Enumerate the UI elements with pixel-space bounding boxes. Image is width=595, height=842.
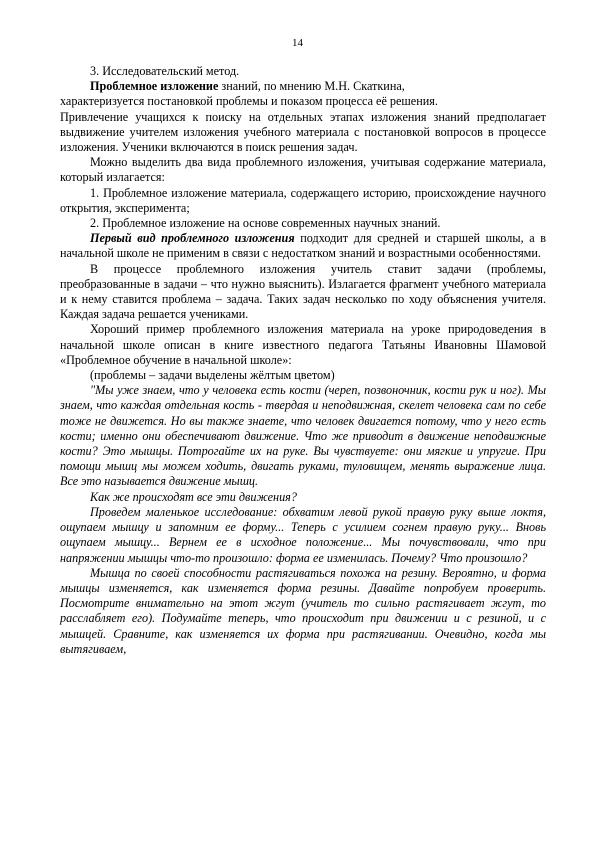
paragraph-method-heading: 3. Исследовательский метод. <box>90 64 240 78</box>
paragraph-first-type: Первый вид проблемного изложения подходит для средней и старшей школы, а в начальной школе не применим в связи с недостатком знаний и возрастными особенностями. <box>60 231 546 261</box>
quote-paragraph-question: Как же происходят все эти движения? <box>90 489 297 504</box>
paragraph-process: В процессе проблемного изложения учитель ставит задачи (проблемы, преобразованные в задачи – что нужно выяснить). Излагается фрагмент учебного материала и к нему ставится проблема – задача. Таких задач несколько по ходу объяснения учителя. Каждая задача решается учениками. <box>60 261 546 322</box>
quote-paragraph-rubber: Мышца по своей способности растягиваться похожа на резину. Вероятно, и форма мышцы изменяется, как изменяется форма резины. Давайте попробуем проверить. Посмотрите внимательно на этот жгут (учитель то сильно растягивает жгут, то расслабляет его). Подумайте теперь, что происходит при движении и с резиной, и с мышцей. Сравните, как изменяется их форма при растягивании. Очевидно, когда мы вытягиваем, <box>60 565 546 656</box>
quote-paragraph-experiment: Проведем маленькое исследование: обхватим левой рукой правую руку выше локтя, ощупаем мышцу и запомним ее форму... Теперь с усилием согнем правую руку... Вновь ощупаем мышцу... Вернем ее в исходное положение... Мы почувствовали, что при напряжении мышцы что-то произошло: форма ее изменилась. Почему? Что произошло? <box>60 504 546 565</box>
page-number: 14 <box>292 37 303 49</box>
term-problem-exposition: Проблемное изложение <box>90 79 219 94</box>
paragraph-note: (проблемы – задачи выделены жёлтым цветом) <box>90 368 335 383</box>
paragraph-example: Хороший пример проблемного изложения материала на уроке природоведения в начальной школе описан в книге известного педагога Татьяны Ивановны Шамовой «Проблемное обучение в начальной школе»: <box>60 322 546 367</box>
paragraph-characterization: характеризуется постановкой проблемы и показом процесса её решения. <box>60 94 438 109</box>
list-item-type-1: 1. Проблемное изложение материала, содержащего историю, происхождение научного открытия, эксперимента; <box>60 185 546 215</box>
paragraph-problem-exposition-intro: Проблемное изложение знаний, по мнению М.Н. Скаткина, <box>90 79 405 94</box>
paragraph-student-involvement: Привлечение учащихся к поиску на отдельных этапах изложения знаний предполагает выдвижение учителем изложения учебного материала с постановкой вопросов в процессе изложения. Ученики включаются в поиск решения задач. <box>60 109 546 155</box>
body-text <box>60 64 546 657</box>
quote-paragraph-bones: "Мы уже знаем, что у человека есть кости (череп, позвоночник, кости рук и ног). Мы знаем, что каждая отдельная кость - твердая и неподвижная, скелет человека сам по себе тоже не движется. Но вы также знаете, что человек двигается потому, что у него есть кости; именно они обеспечивают движение. Что же приводит в движение неподвижные кости? Это мышцы. Потрогайте их на руке. Вы чувствуете: они мягкие и упругие. При помощи мышц мы можем ходить, двигать руками, туловищем, менять выражение лица. Все это называется движение мышц. <box>60 383 546 489</box>
term-first-type: Первый вид проблемного изложения <box>90 231 295 246</box>
paragraph-two-types: Можно выделить два вида проблемного изложения, учитывая содержание материала, который излагается: <box>60 155 546 185</box>
list-item-type-2: 2. Проблемное изложение на основе современных научных знаний. <box>90 216 441 231</box>
